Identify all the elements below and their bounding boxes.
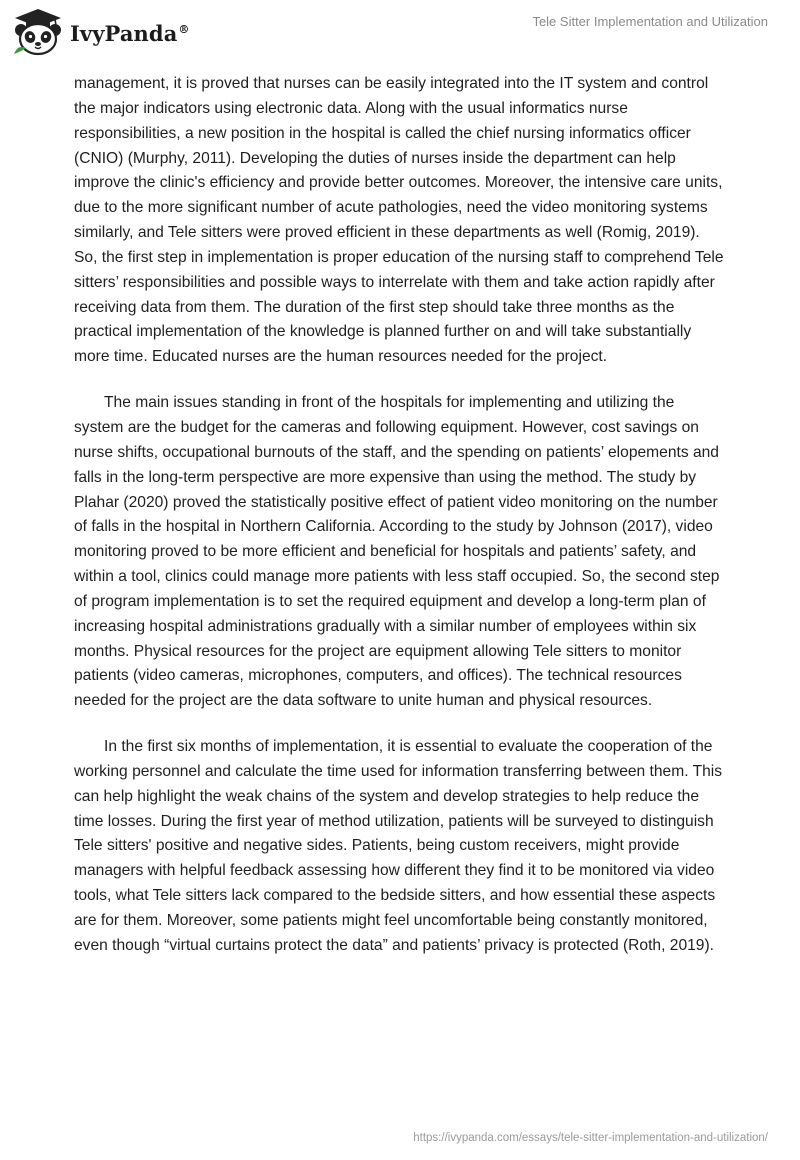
page-header [0, 0, 800, 64]
panda-graduate-icon [12, 8, 64, 56]
essay-body [74, 72, 726, 980]
paragraph-3: In the first six months of implementation, it is essential to evaluate the cooperation of the working personnel and calculate the time used for information transferring between them. This can help highlight the weak chains of the system and develop strategies to help reduce the time losses. During the first year of method utilization, patients will be surveyed to distinguish Tele sitters' positive and negative sides. Patients, being custom receivers, might provide managers with helpful feedback assessing how different they find it to be monitored via video tools, what Tele sitters lack compared to the bedside sitters, and how essential these aspects are for them. Moreover, some patients might feel uncomfortable being constantly monitored, even though “virtual curtains protect the data” and patients’ privacy is protected (Roth, 2019). [74, 738, 723, 954]
paragraph-1: management, it is proved that nurses can be easily integrated into the IT system and control the major indicators using electronic data. Along with the usual informatics nurse responsibilities, a new position in the hospital is called the chief nursing informatics officer (CNIO) (Murphy, 2011). Developing the duties of nurses inside the department can help improve the clinic's efficiency and provide better outcomes. Moreover, the intensive care units, due to the more significant number of acute pathologies, need the video monitoring systems similarly, and Tele sitters were proved efficient in these departments as well (Romig, 2019). So, the first step in implementation is proper education of the nursing staff to comprehend Tele sitters’ responsibilities and possible ways to interrelate with them and take action rapidly after receiving data from them. The duration of the first step should take three months as the practical implementation of the knowledge is planned further on and will take substantially more time. Educated nurses are the human resources needed for the project. [74, 75, 724, 366]
source-url-link[interactable]: https://ivypanda.com/essays/tele-sitter-implementation-and-utilization/ [413, 1132, 768, 1144]
brand-logo[interactable] [12, 8, 190, 56]
brand-name: IvyPanda® [70, 20, 190, 46]
document-title: Tele Sitter Implementation and Utilization [532, 14, 768, 29]
paragraph-2: The main issues standing in front of the hospitals for implementing and utilizing the system are the budget for the cameras and following equipment. However, cost savings on nurse shifts, occupational burnouts of the staff, and the spending on patients’ elopements and falls in the long-term perspective are more expensive than using the method. The study by Plahar (2020) proved the statistically positive effect of patient video monitoring on the number of falls in the hospital in Northern California. According to the study by Johnson (2017), video monitoring proved to be more efficient and beneficial for hospitals and patients’ safety, and within a tool, clinics could manage more patients with less staff occupied. So, the second step of program implementation is to set the required equipment and develop a long-term plan of increasing hospital administrations gradually with a similar number of employees within six months. Physical resources for the project are equipment allowing Tele sitters to monitor patients (video cameras, microphones, computers, and offices). The technical resources needed for the project are the data software to unite human and physical resources. [74, 394, 720, 710]
